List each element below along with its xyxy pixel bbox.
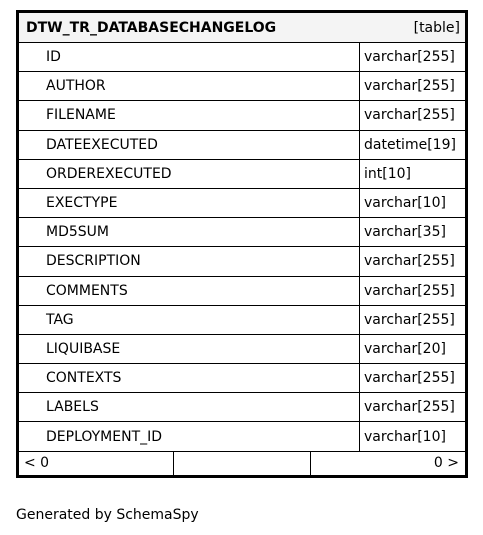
- table-header: [19, 13, 465, 43]
- column-row: [19, 160, 465, 189]
- column-name: AUTHOR: [19, 72, 360, 100]
- table-kind: [table]: [413, 19, 460, 36]
- column-list: [19, 43, 465, 452]
- parent-count: < 0: [19, 452, 174, 475]
- column-row: [19, 131, 465, 160]
- table-box: [16, 10, 468, 478]
- column-row: [19, 43, 465, 72]
- column-name: DEPLOYMENT_ID: [19, 422, 360, 450]
- generated-by-label: Generated by SchemaSpy: [16, 507, 199, 523]
- column-row: [19, 247, 465, 276]
- column-type: varchar[255]: [364, 311, 455, 328]
- column-type: datetime[19]: [364, 136, 456, 153]
- column-type: varchar[255]: [364, 107, 455, 124]
- column-type: varchar[255]: [364, 78, 455, 95]
- footer-middle: [174, 452, 311, 475]
- column-name: TAG: [19, 306, 360, 334]
- column-row: [19, 277, 465, 306]
- column-type: varchar[255]: [364, 282, 455, 299]
- column-type: varchar[255]: [364, 370, 455, 387]
- column-name: EXECTYPE: [19, 189, 360, 217]
- column-name: ID: [19, 43, 360, 71]
- column-row: [19, 335, 465, 364]
- column-row: [19, 306, 465, 335]
- column-row: [19, 364, 465, 393]
- column-name: COMMENTS: [19, 277, 360, 305]
- column-name: MD5SUM: [19, 218, 360, 246]
- column-type: varchar[10]: [364, 195, 446, 212]
- column-type: varchar[255]: [364, 253, 455, 270]
- table-footer: [19, 452, 465, 475]
- column-name: FILENAME: [19, 101, 360, 129]
- column-type: varchar[255]: [364, 49, 455, 66]
- column-row: [19, 393, 465, 422]
- column-name: DATEEXECUTED: [19, 131, 360, 159]
- column-row: [19, 218, 465, 247]
- column-name: LABELS: [19, 393, 360, 421]
- column-name: DESCRIPTION: [19, 247, 360, 275]
- column-row: [19, 189, 465, 218]
- column-row: [19, 72, 465, 101]
- column-name: ORDEREXECUTED: [19, 160, 360, 188]
- child-count: 0 >: [433, 455, 459, 472]
- column-type: int[10]: [364, 165, 411, 182]
- column-name: CONTEXTS: [19, 364, 360, 392]
- column-type: varchar[255]: [364, 399, 455, 416]
- column-type: varchar[35]: [364, 224, 446, 241]
- column-row: [19, 422, 465, 451]
- column-type: varchar[20]: [364, 340, 446, 357]
- column-name: LIQUIBASE: [19, 335, 360, 363]
- column-row: [19, 101, 465, 130]
- column-type: varchar[10]: [364, 428, 446, 445]
- table-name: DTW_TR_DATABASECHANGELOG: [26, 19, 277, 36]
